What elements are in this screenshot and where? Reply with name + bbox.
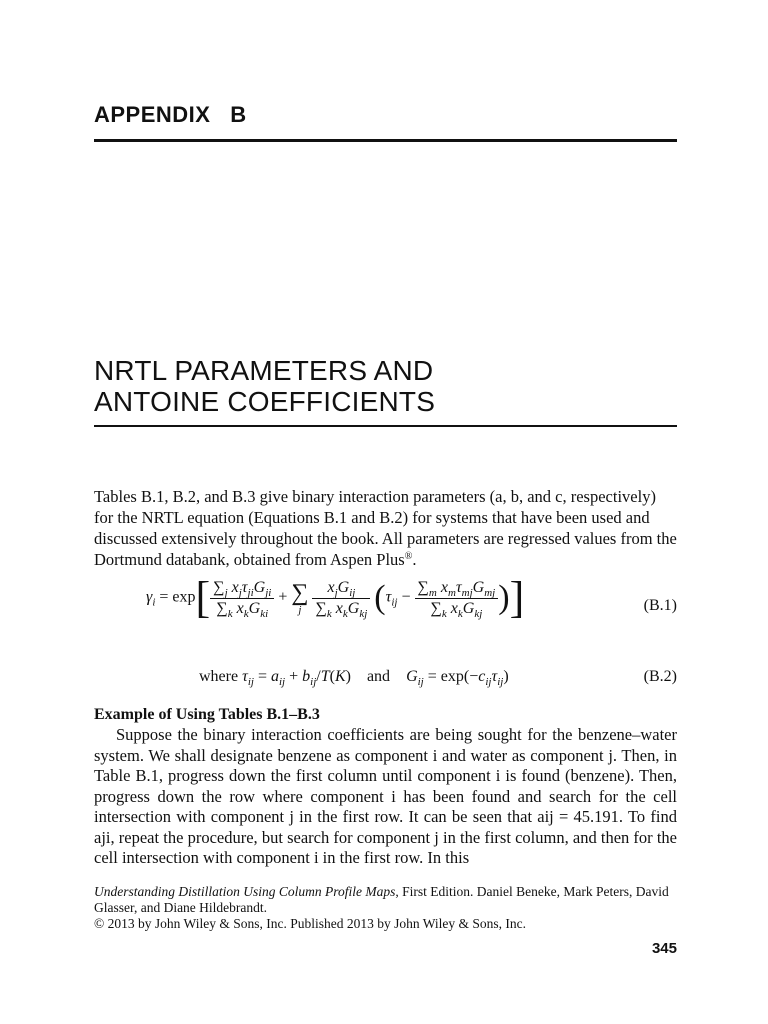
chapter-title <box>94 355 435 417</box>
equation-b2-and: and <box>366 668 391 685</box>
intro-text: Tables B.1, B.2, and B.3 give binary interaction parameters (a, b, and c, respectively) for the NRTL equation (Equations B.1 and B.2) for systems that have been used and discussed extensively throughout the book. All parameters are regressed values from the Dortmund databank, obtained from Aspen Plus <box>94 487 677 569</box>
intro-end: . <box>412 550 417 569</box>
footnote-copyright: © 2013 by John Wiley & Sons, Inc. Published 2013 by John Wiley & Sons, Inc. <box>94 916 527 931</box>
appendix-label: APPENDIX B <box>94 102 247 127</box>
equation-b2-where: where <box>199 668 239 685</box>
equation-b2: where $\tau_{ij} = a_{ij} + b_{ij}/T(K)$ and $G_{ij} = \exp(-c_{ij}\tau_{ij})$ <box>199 668 509 688</box>
example-paragraph: Suppose the binary interaction coefficients are being sought for the benzene–water system. We shall designate benzene as component i and water as component j. Then, in Table B.1, progress down the first column until component i is found (benzene). Then, progress down the row where component i has been found and search for the cell intersection with component j in the first row. It can be seen that aij = 45.191. To find aji, repeat the procedure, but search for component j in the first column, and then for the cell intersection with component i in the first row. In this <box>94 725 677 867</box>
footnote <box>94 884 694 932</box>
example-body <box>94 725 677 869</box>
title-rule <box>94 425 677 427</box>
header-rule <box>94 139 677 142</box>
page-number: 345 <box>651 940 677 957</box>
equation-b2-number: (B.2) <box>643 668 677 685</box>
footnote-authors: , First Edition. Daniel Beneke, Mark Peters, David Glasser, and Diane Hildebrandt. <box>94 884 669 915</box>
chapter-title-line-2: ANTOINE COEFFICIENTS <box>94 386 436 417</box>
equation-b1-number: (B.1) <box>643 597 677 614</box>
registered-mark: ® <box>404 551 413 562</box>
equation-b1: $\gamma_i = \exp$[ $\frac{\sum_j x_j\tau_{ji}G_{ji}}{\sum_k x_kG_{ki}}$ + ∑ j $\frac{x_jG_{ij}}{\sum_k x_kG_{kj}}$ ($\tau_{ij}$ − $\frac{\sum_m x_m\tau_{mj}G_{mj}}{\sum_k x_kG_{kj}}$ )] <box>146 573 525 622</box>
footnote-book-title: Understanding Distillation Using Column Profile Maps <box>94 884 396 899</box>
intro-paragraph <box>94 486 677 570</box>
chapter-title-line-1: NRTL PARAMETERS AND <box>94 355 434 386</box>
footnote-citation <box>94 884 694 916</box>
example-heading: Example of Using Tables B.1–B.3 <box>94 706 320 723</box>
